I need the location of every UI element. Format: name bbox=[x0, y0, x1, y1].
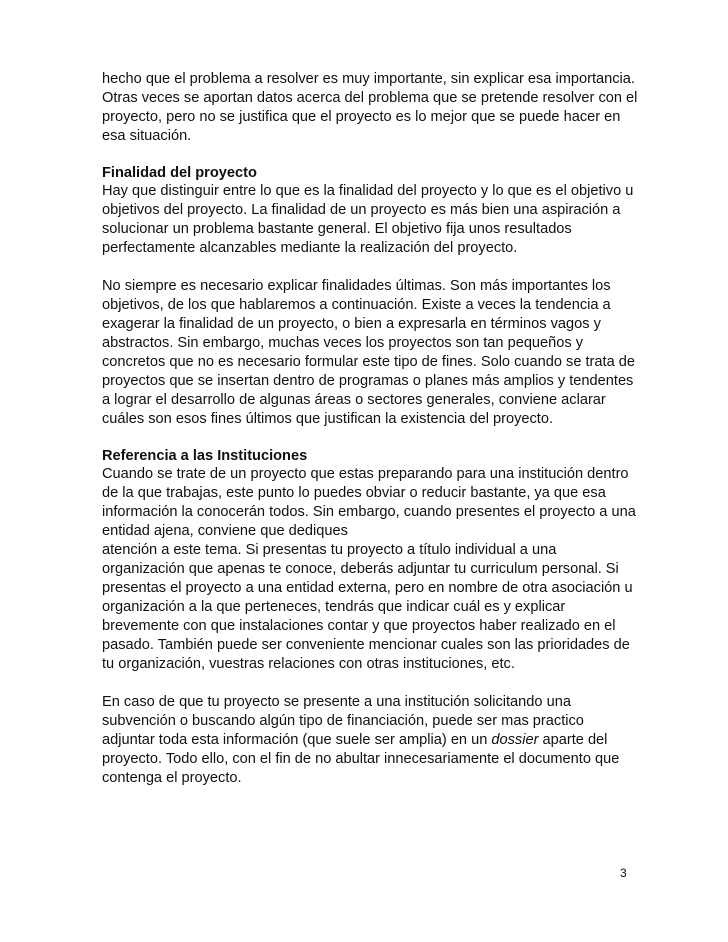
text-line: concretos que no es necesario formular este tipo de fines. Solo cuando se trata de bbox=[102, 354, 635, 370]
page-number: 3 bbox=[620, 866, 627, 880]
text-line: exagerar la finalidad de un proyecto, o bien a expresarla en términos vagos y bbox=[102, 316, 601, 332]
text-line: entidad ajena, conviene que dediques bbox=[102, 523, 348, 539]
text-line: de la que trabajas, este punto lo puedes obviar o reducir bastante, ya que esa bbox=[102, 485, 606, 501]
section-finalidad bbox=[102, 165, 642, 429]
text-line: esa situación. bbox=[102, 128, 192, 144]
text-line: solucionar un problema bastante general. El objetivo fija unos resultados bbox=[102, 221, 572, 237]
text-line: abstractos. Sin embargo, muchas veces los proyectos son tan pequeños y bbox=[102, 335, 584, 351]
text-line: atención a este tema. Si presentas tu proyecto a título individual a una bbox=[102, 542, 557, 558]
text-line: En caso de que tu proyecto se presente a una institución solicitando una bbox=[102, 694, 571, 710]
text-line: organización a la que perteneces, tendrás que indicar cuál es y explicar bbox=[102, 599, 566, 615]
text-line: No siempre es necesario explicar finalidades últimas. Son más importantes los bbox=[102, 278, 611, 294]
section-heading-finalidad: Finalidad del proyecto bbox=[102, 165, 257, 181]
text-line: cuáles son esos fines últimos que justifican la existencia del proyecto. bbox=[102, 411, 554, 427]
paragraph-gap bbox=[102, 674, 642, 693]
text-fragment: adjuntar toda esta información (que suele ser amplia) en un bbox=[102, 732, 492, 748]
text-line bbox=[102, 731, 642, 750]
section-referencia bbox=[102, 448, 642, 788]
text-line: objetivos del proyecto. La finalidad de un proyecto es más bien una aspiración a bbox=[102, 202, 621, 218]
text-line: pasado. También puede ser conveniente mencionar cuales son las prioridades de bbox=[102, 637, 630, 653]
text-line: información la conocerán todos. Sin embargo, cuando presentes el proyecto a una bbox=[102, 504, 636, 520]
text-line: subvención o buscando algún tipo de financiación, puede ser mas practico bbox=[102, 713, 584, 729]
text-line: presentas el proyecto a una entidad externa, pero en nombre de otra asociación u bbox=[102, 580, 633, 596]
paragraph-gap bbox=[102, 429, 642, 448]
text-line: brevemente con que instalaciones contar y que proyectos haber realizado en el bbox=[102, 618, 616, 634]
text-line: Hay que distinguir entre lo que es la finalidad del proyecto y lo que es el objetivo u bbox=[102, 183, 634, 199]
text-line: perfectamente alcanzables mediante la realización del proyecto. bbox=[102, 240, 518, 256]
text-line: Cuando se trate de un proyecto que estas preparando para una institución dentro bbox=[102, 466, 629, 482]
intro-paragraph bbox=[102, 70, 642, 146]
text-line: Otras veces se aportan datos acerca del problema que se pretende resolver con el bbox=[102, 90, 638, 106]
text-line: proyecto, pero no se justifica que el proyecto es lo mejor que se puede hacer en bbox=[102, 109, 621, 125]
text-line: objetivos, de los que hablaremos a continuación. Existe a veces la tendencia a bbox=[102, 297, 611, 313]
text-line: proyectos que se insertan dentro de programas o planes más amplios y tendentes bbox=[102, 373, 634, 389]
document-page bbox=[102, 70, 642, 788]
text-fragment: aparte del bbox=[538, 732, 608, 748]
text-line: contenga el proyecto. bbox=[102, 770, 242, 786]
paragraph-gap bbox=[102, 258, 642, 277]
text-line: proyecto. Todo ello, con el fin de no abultar innecesariamente el documento que bbox=[102, 751, 620, 767]
paragraph-gap bbox=[102, 146, 642, 165]
text-line: hecho que el problema a resolver es muy importante, sin explicar esa importancia. bbox=[102, 71, 635, 87]
text-line: organización que apenas te conoce, deberás adjuntar tu curriculum personal. Si bbox=[102, 561, 619, 577]
section-heading-referencia: Referencia a las Instituciones bbox=[102, 448, 308, 464]
text-line: tu organización, vuestras relaciones con otras instituciones, etc. bbox=[102, 656, 515, 672]
text-line: a lograr el desarrollo de algunas áreas o sectores generales, conviene aclarar bbox=[102, 392, 606, 408]
italic-term-dossier: dossier bbox=[491, 732, 539, 748]
